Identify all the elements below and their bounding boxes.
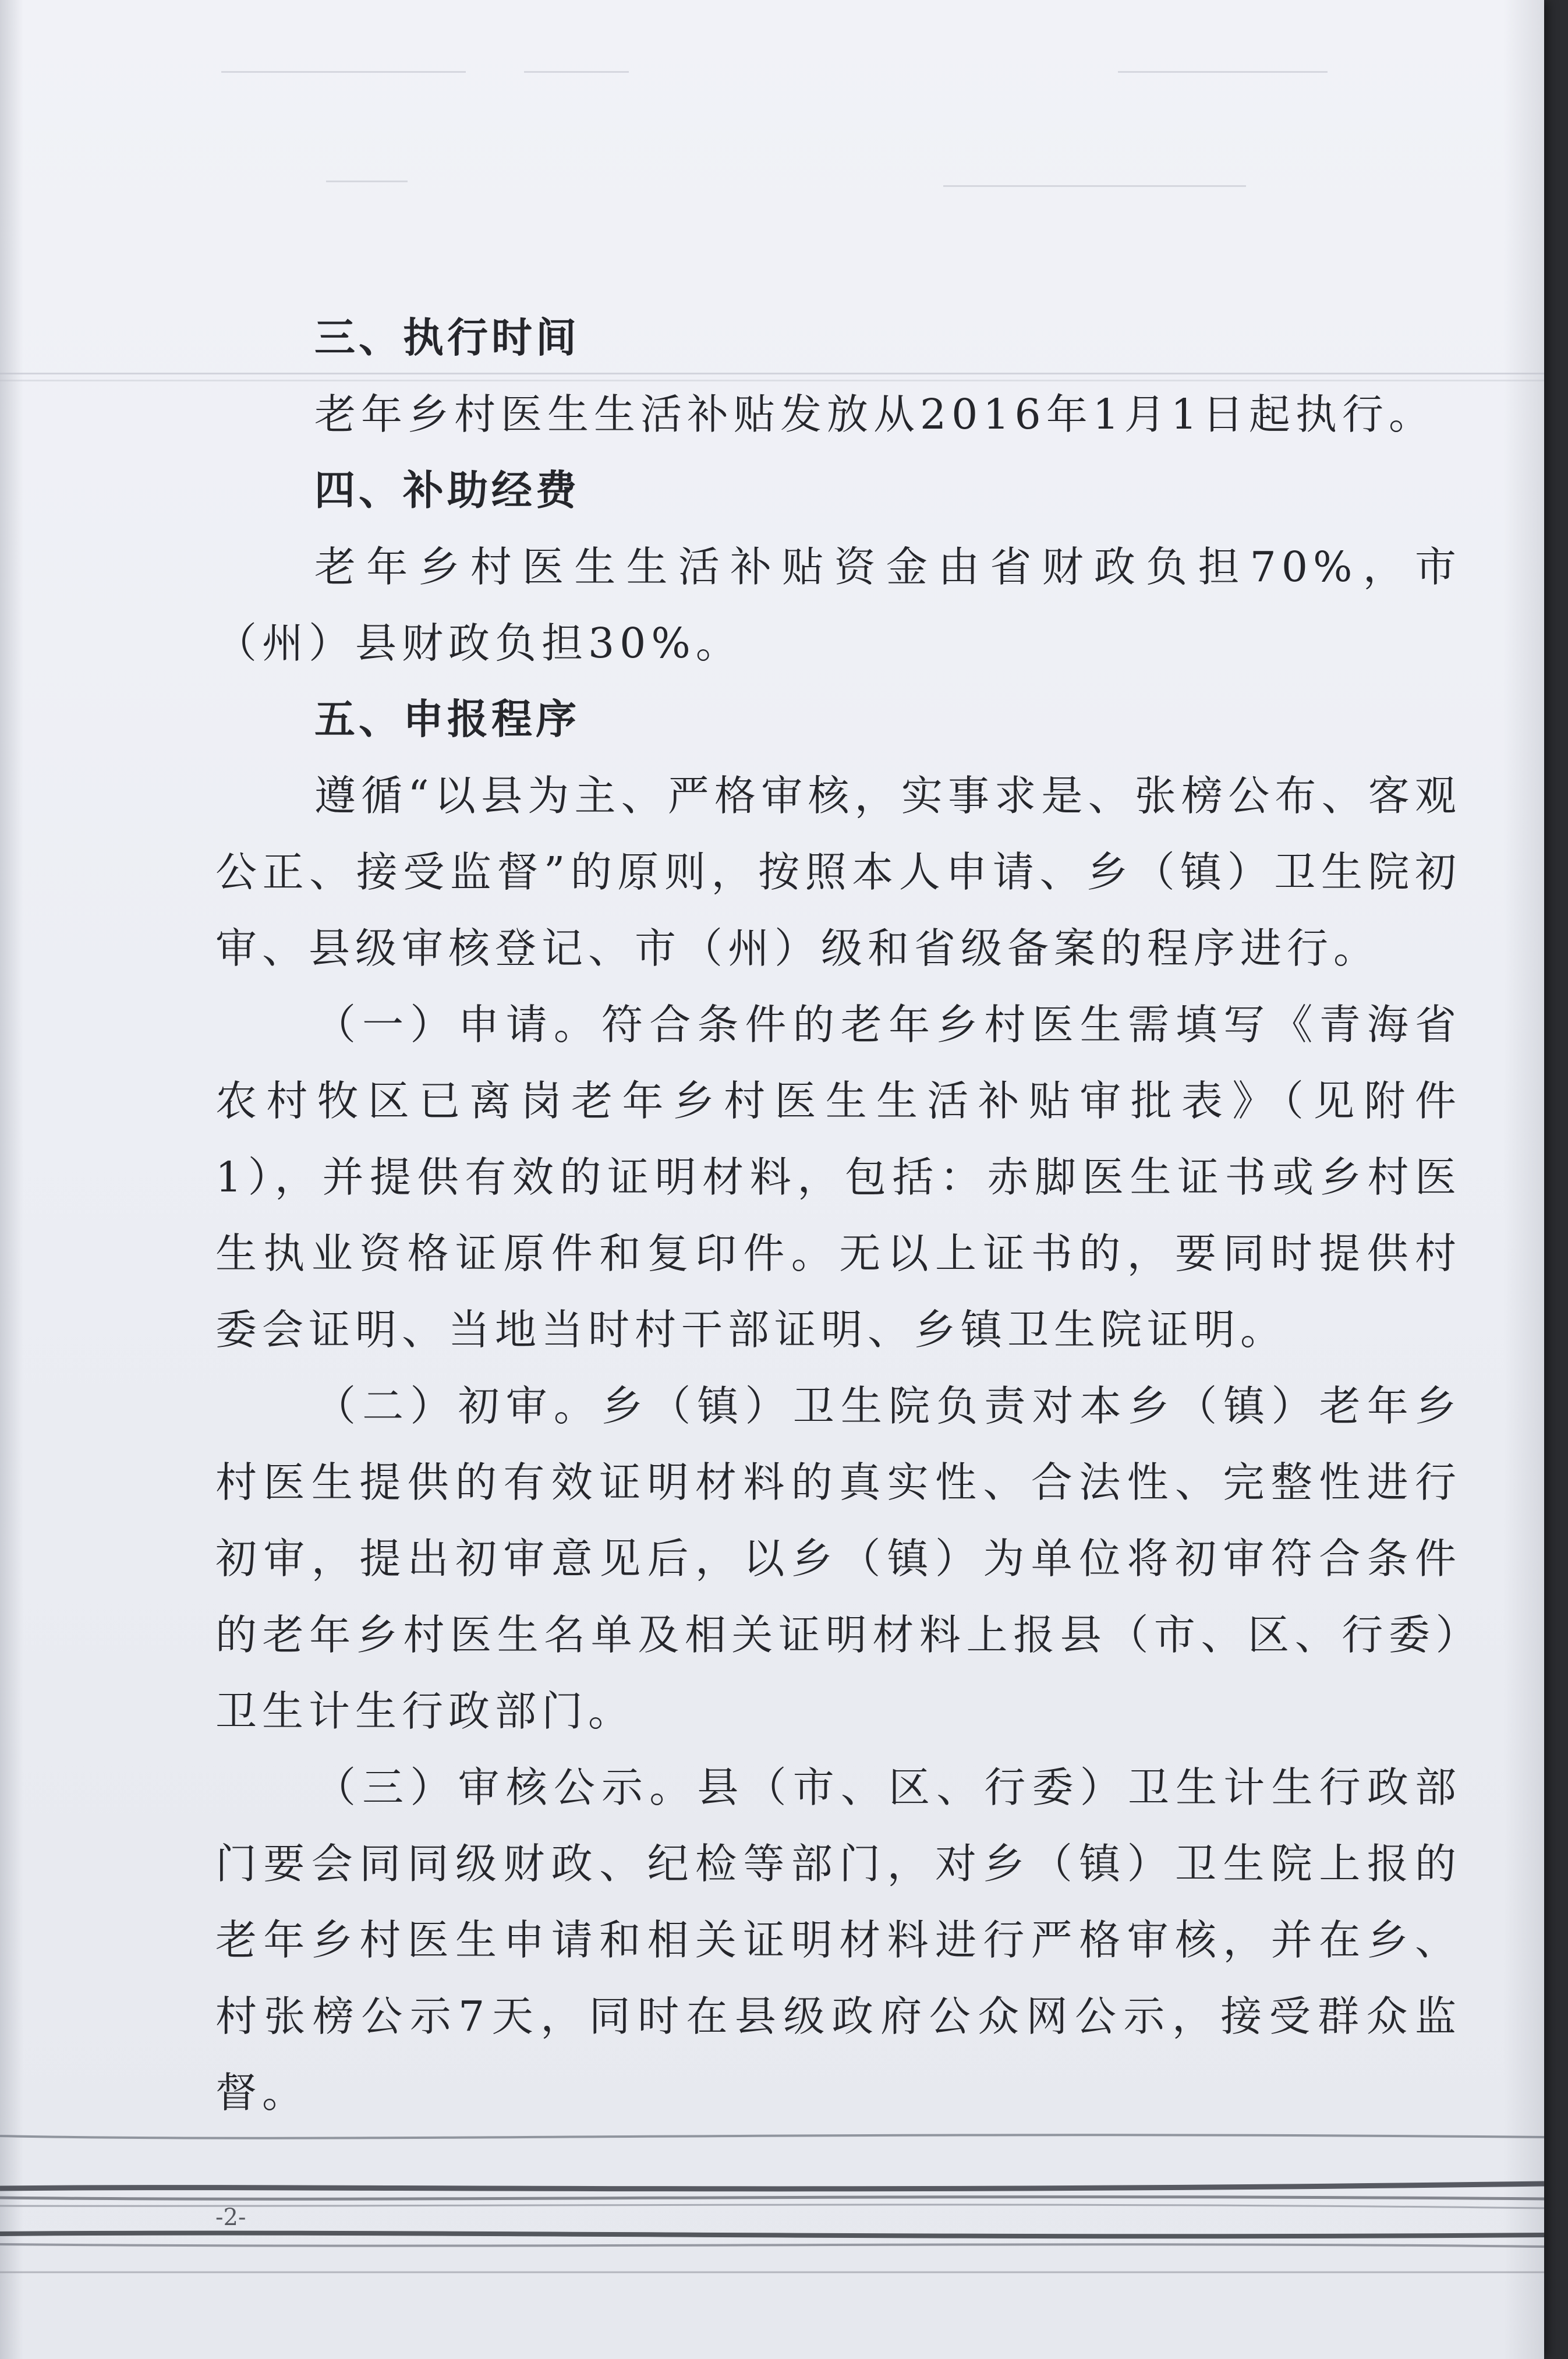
document-body — [215, 300, 1461, 2131]
section-heading: 四、补助经费 — [314, 466, 580, 514]
section-heading: 三、执行时间 — [314, 314, 580, 362]
paragraph: （一）申请。符合条件的老年乡村医生需填写《青海省农村牧区已离岗老年乡村医生生活补贴审批表》（见附件1），并提供有效的证明材料，包括：赤脚医生证书或乡村医生执业资格证原件和复印件。无以上证书的，要同时提供村委会证明、当地当时村干部证明、乡镇卫生院证明。 — [215, 1000, 1461, 1354]
show-through-mark — [221, 71, 466, 73]
paragraph: （二）初审。乡（镇）卫生院负责对本乡（镇）老年乡村医生提供的有效证明材料的真实性、合法性、完整性进行初审，提出初审意见后，以乡（镇）为单位将初审符合条件的老年乡村医生名单及相关证明材料上报县（市、区、行委）卫生计生行政部门。 — [215, 1382, 1461, 1735]
show-through-mark — [524, 71, 629, 73]
paragraph: 老年乡村医生生活补贴发放从2016年1月1日起执行。 — [314, 390, 1436, 438]
paragraph: （三）审核公示。县（市、区、行委）卫生计生行政部门要会同同级财政、纪检等部门，对乡（镇）卫生院上报的老年乡村医生申请和相关证明材料进行严格审核，并在乡、村张榜公示7天，同时在县级政府公众网公示，接受群众监督。 — [215, 1763, 1461, 2117]
paragraph: 遵循“以县为主、严格审核，实事求是、张榜公布、客观公正、接受监督”的原则，按照本人申请、乡（镇）卫生院初审、县级审核登记、市（州）级和省级备案的程序进行。 — [215, 772, 1461, 972]
page-number: -2- — [215, 2204, 246, 2231]
page-shadow — [0, 0, 23, 2359]
show-through-mark — [943, 185, 1246, 187]
paragraph: 老年乡村医生生活补贴资金由省财政负担70%，市（州）县财政负担30%。 — [215, 543, 1461, 667]
page-edge-shadow — [1503, 0, 1544, 2359]
show-through-mark — [326, 181, 408, 182]
section-heading: 五、申报程序 — [314, 695, 580, 743]
show-through-mark — [1118, 71, 1328, 73]
